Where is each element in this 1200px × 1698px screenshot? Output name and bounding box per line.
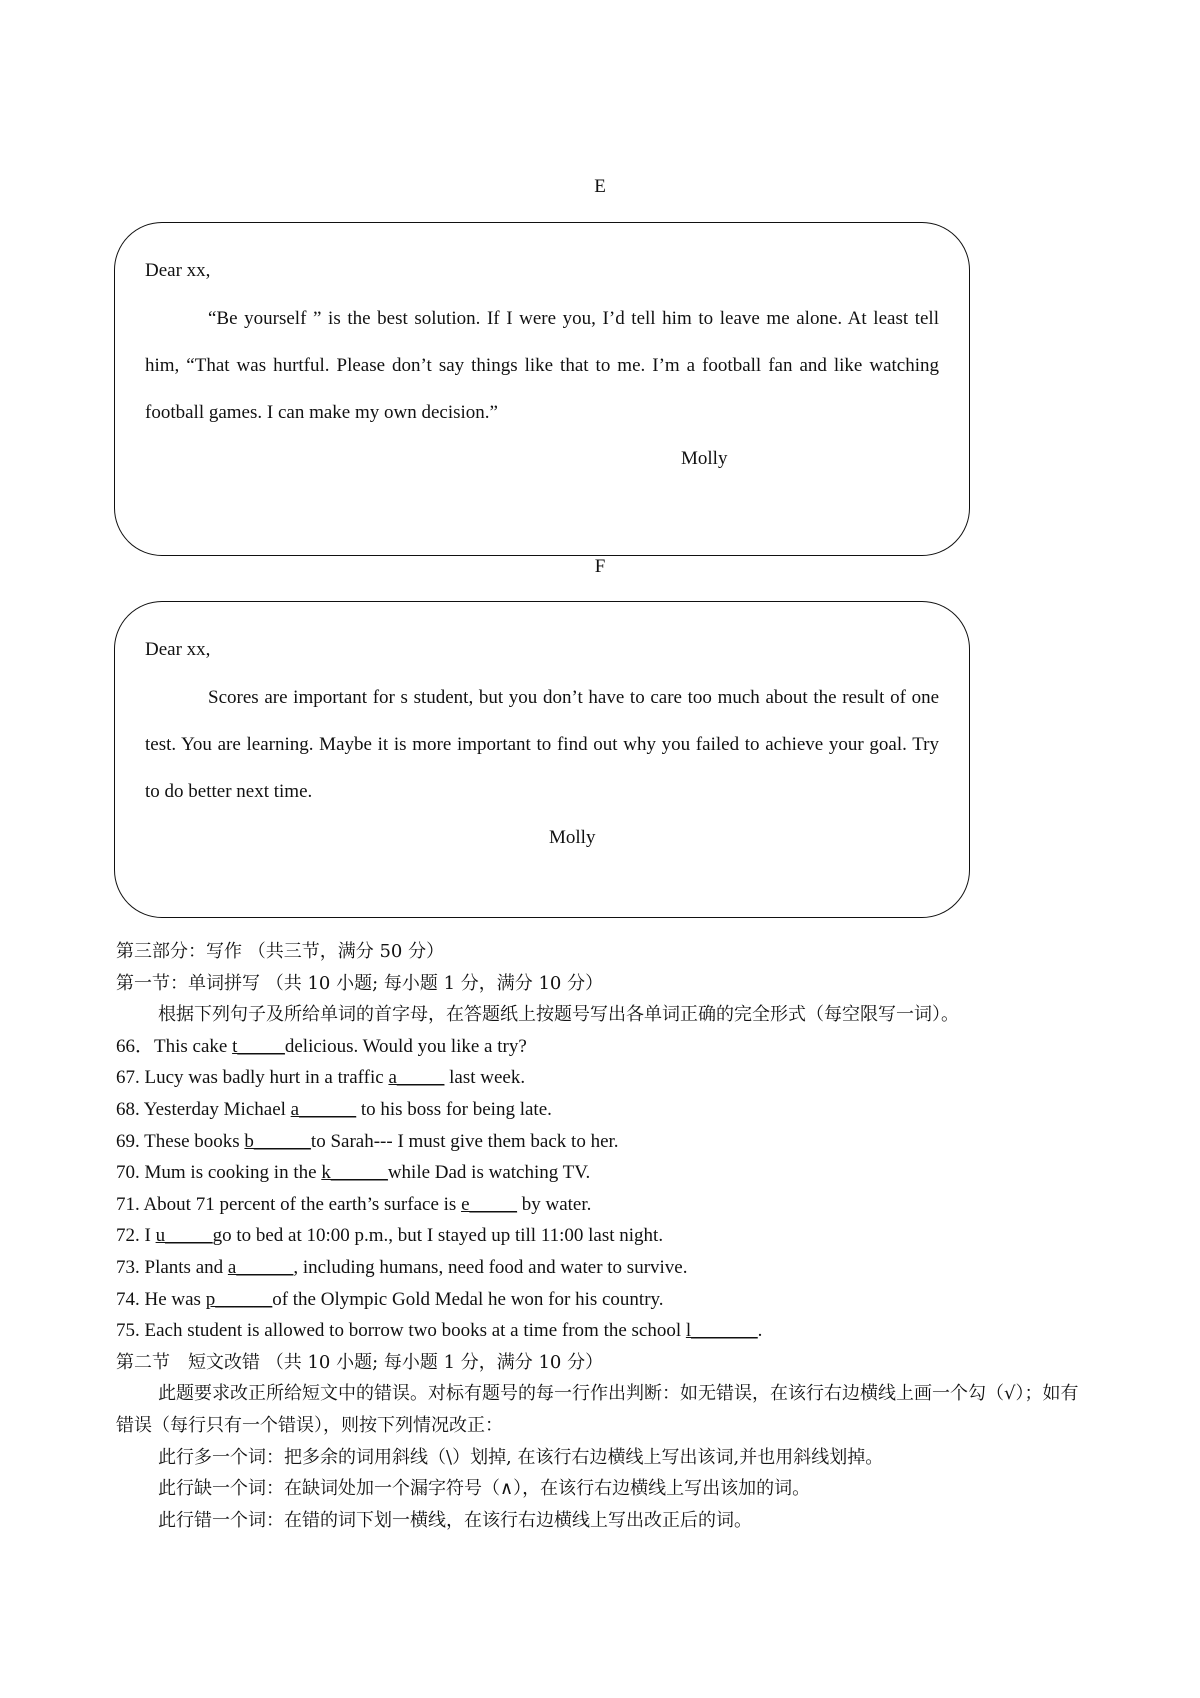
letter-f-body: Scores are important for s student, but you don’t have to care too much about the result of one test. You are learning. Maybe it is more important to find out why you failed to achieve your goal. Try to do better next time. — [145, 687, 939, 802]
answer-blank: k______ — [321, 1162, 388, 1184]
answer-blank: u_____ — [155, 1225, 213, 1247]
rule-extra-word: 此行多一个词：把多余的词用斜线（\）划掉, 在该行右边横线上写出该词,并也用斜线划掉。 — [158, 1446, 884, 1468]
letter-e-label: E — [594, 176, 606, 197]
spelling-question: 66．This cake t_____delicious. Would you like a try? — [116, 1035, 527, 1057]
rule-missing-word: 此行缺一个词：在缺词处加一个漏字符号（∧），在该行右边横线上写出该加的词。 — [158, 1478, 811, 1500]
spelling-question: 75. Each student is allowed to borrow two books at a time from the school l_______. — [116, 1320, 763, 1342]
spelling-question: 71. About 71 percent of the earth’s surface is e_____ by water. — [116, 1193, 592, 1215]
part3-heading: 第三部分：写作 （共三节，满分 50 分） — [116, 941, 445, 962]
answer-blank: b______ — [244, 1130, 311, 1152]
spelling-question: 69. These books b______to Sarah--- I must give them back to her. — [116, 1130, 619, 1152]
answer-blank: t_____ — [232, 1035, 285, 1057]
spelling-question: 68. Yesterday Michael a______ to his boss for being late. — [116, 1098, 552, 1120]
section1-heading: 第一节：单词拼写 （共 10 小题; 每小题 1 分，满分 10 分） — [116, 972, 604, 994]
answer-blank: a______ — [290, 1098, 357, 1120]
section2-heading: 第二节 短文改错 （共 10 小题; 每小题 1 分，满分 10 分） — [116, 1351, 604, 1373]
letter-e-body: “Be yourself ” is the best solution. If I were you, I’d tell him to leave me alone. At least tell him, “That was hurtful. Please don’t say things like that to me. I’m a football fan and like watching football games. I can make my own decision.” — [145, 308, 939, 423]
answer-blank: p______ — [205, 1288, 273, 1310]
spelling-question: 74. He was p______of the Olympic Gold Medal he won for his country. — [116, 1288, 664, 1310]
spelling-question: 72. I u_____go to bed at 10:00 p.m., but I stayed up till 11:00 last night. — [116, 1225, 664, 1247]
answer-blank: a_____ — [388, 1067, 445, 1089]
section2-instruction: 此题要求改正所给短文中的错误。对标有题号的每一行作出判断：如无错误，在该行右边横线上画一个勾（√）；如有错误（每行只有一个错误），则按下列情况改正： — [116, 1383, 1079, 1436]
letter-f-label: F — [594, 556, 606, 577]
answer-blank: l_______ — [685, 1320, 758, 1342]
letter-e-signature: Molly — [681, 448, 728, 469]
letter-f-box — [114, 601, 970, 918]
answer-blank: a______ — [227, 1256, 294, 1278]
letter-e-box — [114, 222, 970, 556]
section1-instruction: 根据下列句子及所给单词的首字母，在答题纸上按题号写出各单词正确的完全形式（每空限写一词）。 — [158, 1004, 959, 1026]
rule-wrong-word: 此行错一个词：在错的词下划一横线，在该行右边横线上写出改正后的词。 — [158, 1509, 752, 1531]
letter-e-greeting: Dear xx, — [145, 260, 211, 281]
spelling-question-list — [116, 1031, 1094, 1347]
spelling-question: 70. Mum is cooking in the k______while Dad is watching TV. — [116, 1162, 591, 1184]
spelling-question: 67. Lucy was badly hurt in a traffic a_____ last week. — [116, 1067, 526, 1089]
spelling-question: 73. Plants and a______, including humans, need food and water to survive. — [116, 1256, 688, 1278]
letter-f-greeting: Dear xx, — [145, 639, 211, 660]
writing-section — [116, 936, 1094, 1536]
answer-blank: e_____ — [461, 1193, 517, 1215]
letter-f-signature: Molly — [549, 827, 596, 848]
